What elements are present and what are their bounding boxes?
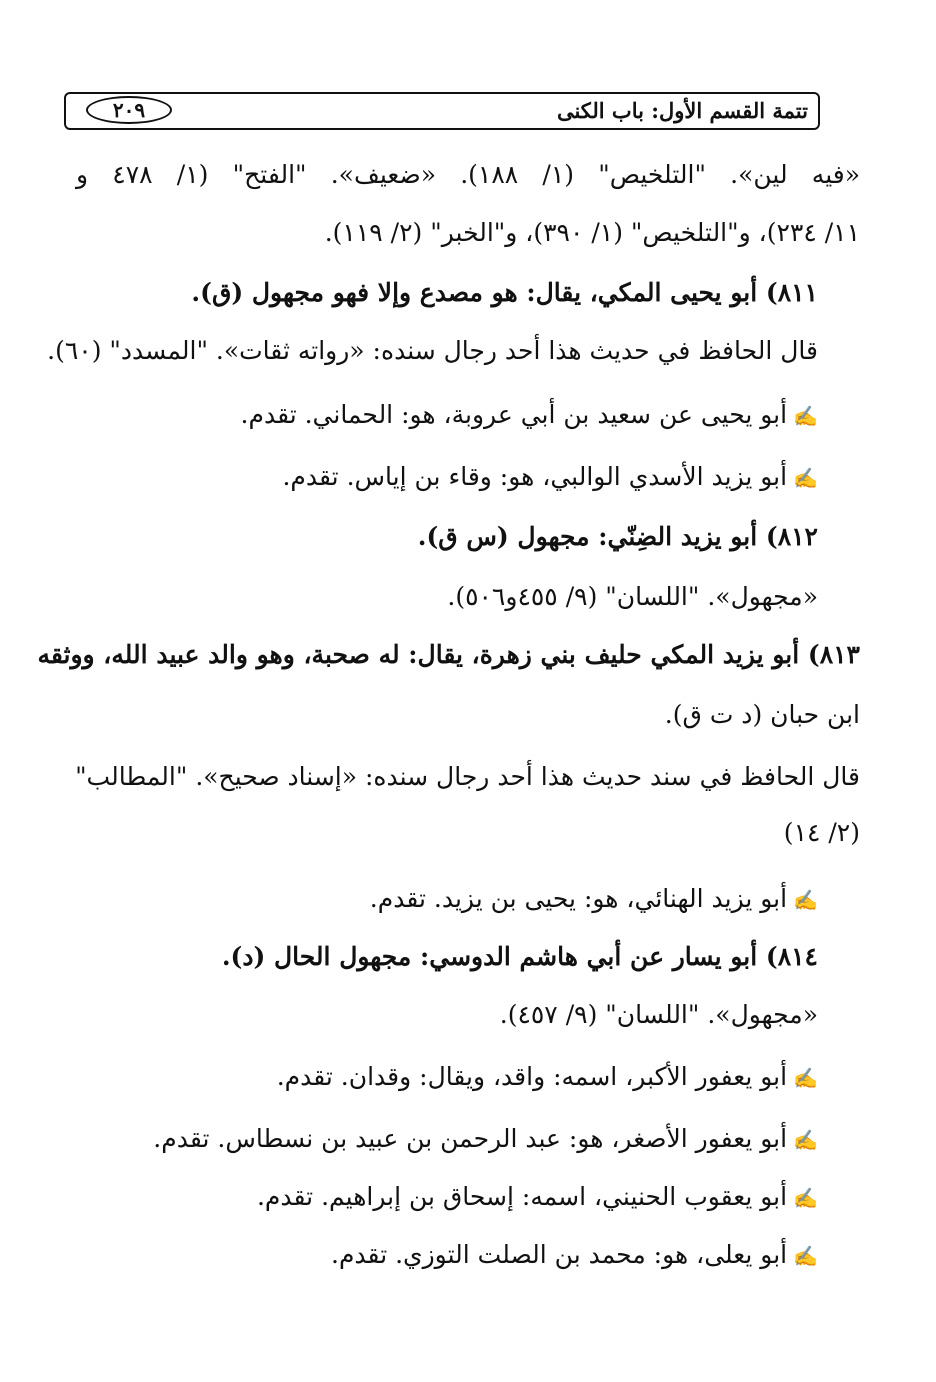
entry-811: ٨١١) أبو يحيى المكي، يقال: هو مصدع وإلا فهو مجهول (ق). [191, 278, 818, 307]
text-line: قال الحافظ في سند حديث هذا أحد رجال سنده: «إسناد صحيح». "المطالب" [75, 762, 860, 791]
entry-812: ٨١٢) أبو يزيد الضِنّي: مجهول (س ق). [417, 522, 818, 551]
pen-icon: ✍ [793, 466, 818, 490]
cross-ref-text: أبو يعقوب الحنيني، اسمه: إسحاق بن إبراهيم. تقدم. [256, 1182, 788, 1211]
text-line: (٢/ ١٤) [783, 818, 860, 847]
cross-ref-text: أبو يحيى عن سعيد بن أبي عروبة، هو: الحماني. تقدم. [240, 400, 788, 429]
text-line: ابن حبان (د ت ق). [664, 700, 860, 729]
cross-ref-text: أبو يعفور الأكبر، اسمه: واقد، ويقال: وقدان. تقدم. [276, 1062, 788, 1091]
cross-ref-text: أبو يزيد الأسدي الوالبي، هو: وقاء بن إياس. تقدم. [282, 462, 788, 491]
entry-814: ٨١٤) أبو يسار عن أبي هاشم الدوسي: مجهول الحال (د). [221, 942, 818, 971]
text-line: قال الحافظ في حديث هذا أحد رجال سنده: «رواته ثقات». "المسدد" (٦٠). [47, 336, 818, 365]
pen-icon: ✍ [793, 1186, 818, 1210]
pen-icon: ✍ [793, 1128, 818, 1152]
header-title: تتمة القسم الأول: باب الكنى [556, 98, 808, 123]
cross-ref-line [241, 400, 818, 430]
entry-813: ٨١٣) أبو يزيد المكي حليف بني زهرة، يقال: له صحبة، وهو والد عبيد الله، ووثقه [37, 640, 860, 669]
pen-icon: ✍ [793, 888, 818, 912]
cross-ref-line [257, 1182, 818, 1212]
text-line: «مجهول». "اللسان" (٩/ ٤٥٥و٥٠٦). [447, 582, 818, 611]
text-line: «مجهول». "اللسان" (٩/ ٤٥٧). [499, 1000, 818, 1029]
cross-ref-line [277, 1062, 818, 1092]
page-number: ٢٠٩ [86, 96, 172, 124]
text-line: ١١/ ٢٣٤)، و"التلخيص" (١/ ٣٩٠)، و"الخبر" (٢/ ١١٩). [324, 218, 860, 247]
pen-icon: ✍ [793, 1066, 818, 1090]
running-header [64, 92, 820, 130]
text-line: «فيه لين». "التلخيص" (١/ ١٨٨). «ضعيف». "الفتح" (١/ ٤٧٨ و [76, 160, 860, 189]
cross-ref-text: أبو يعلى، هو: محمد بن الصلت التوزي. تقدم. [331, 1240, 788, 1269]
cross-ref-text: أبو يعفور الأصغر، هو: عبد الرحمن بن عبيد بن نسطاس. تقدم. [153, 1124, 788, 1153]
cross-ref-line [331, 1240, 818, 1270]
cross-ref-text: أبو يزيد الهنائي، هو: يحيى بن يزيد. تقدم. [369, 884, 788, 913]
cross-ref-line [153, 1124, 818, 1154]
pen-icon: ✍ [793, 404, 818, 428]
cross-ref-line [370, 884, 818, 914]
cross-ref-line [282, 462, 818, 492]
pen-icon: ✍ [793, 1244, 818, 1268]
